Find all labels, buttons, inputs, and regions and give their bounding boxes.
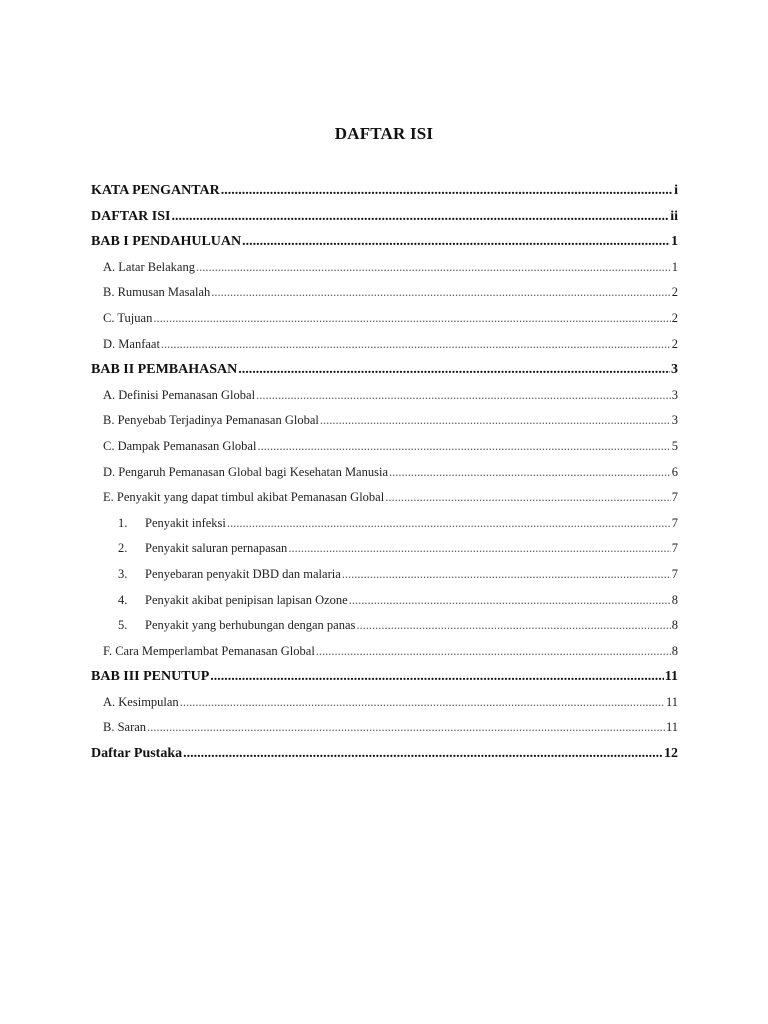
table-of-contents	[91, 178, 678, 767]
toc-chapter-entry[interactable]	[91, 229, 678, 255]
toc-entry-text: Penyakit saluran pernapasan	[145, 541, 288, 556]
toc-entry-label: BAB III PENUTUP	[91, 669, 210, 685]
toc-entry-text: Penyakit yang berhubungan dengan panas	[145, 618, 356, 633]
toc-section-entry[interactable]	[91, 639, 678, 665]
dot-leader	[153, 306, 670, 332]
toc-chapter-entry[interactable]	[91, 204, 678, 230]
toc-entry-label: D. Manfaat	[103, 336, 160, 351]
dot-leader	[257, 434, 670, 460]
toc-page-number: i	[674, 183, 678, 198]
dot-leader	[320, 408, 671, 434]
toc-entry-number: 4.	[118, 592, 128, 607]
toc-entry-label	[91, 536, 287, 562]
toc-page-number: 5	[671, 438, 678, 453]
toc-page-number: 2	[671, 285, 678, 300]
toc-section-entry[interactable]	[91, 332, 678, 358]
toc-chapter-entry[interactable]	[91, 357, 678, 383]
toc-page-number: 7	[671, 541, 678, 556]
dot-leader	[316, 639, 671, 665]
dot-leader	[147, 715, 665, 741]
toc-entry-label	[91, 613, 355, 639]
toc-section-entry[interactable]	[91, 306, 678, 332]
toc-section-entry[interactable]	[91, 715, 678, 741]
toc-page-number: 3	[671, 362, 678, 378]
toc-entry-label: A. Definisi Pemanasan Global	[103, 387, 256, 402]
toc-page-number: 8	[671, 643, 678, 658]
toc-entry-label: B. Saran	[103, 720, 147, 735]
toc-section-entry[interactable]	[91, 408, 678, 434]
toc-page-number: 1	[671, 259, 678, 274]
toc-entry-label: Daftar Pustaka	[91, 746, 183, 762]
toc-entry-text: Penyakit infeksi	[145, 515, 226, 530]
toc-entry-number: 5.	[118, 618, 128, 633]
dot-leader	[211, 280, 670, 306]
toc-entry-text: Penyakit akibat penipisan lapisan Ozone	[145, 592, 348, 607]
toc-entry-label: E. Penyakit yang dapat timbul akibat Pemanasan Global	[103, 490, 385, 505]
toc-entry-label: C. Dampak Pemanasan Global	[103, 438, 257, 453]
toc-page-number: 3	[671, 387, 678, 402]
toc-chapter-entry[interactable]	[91, 741, 678, 767]
toc-section-entry[interactable]	[91, 280, 678, 306]
dot-leader	[180, 690, 665, 716]
toc-page-number: 2	[671, 310, 678, 325]
toc-entry-label: D. Pengaruh Pemanasan Global bagi Kesehatan Manusia	[103, 464, 388, 479]
dot-leader	[288, 536, 670, 562]
toc-section-entry[interactable]	[91, 460, 678, 486]
toc-page-number: 11	[665, 720, 678, 735]
toc-subsection-entry[interactable]	[91, 562, 678, 588]
toc-entry-label: C. Tujuan	[103, 310, 153, 325]
dot-leader	[238, 357, 670, 383]
toc-entry-label: A. Kesimpulan	[103, 694, 179, 709]
toc-entry-number: 3.	[118, 566, 128, 581]
toc-entry-label: KATA PENGANTAR	[91, 183, 220, 198]
toc-page-number: 12	[664, 746, 678, 762]
toc-subsection-entry[interactable]	[91, 588, 678, 614]
toc-entry-number: 1.	[118, 515, 128, 530]
dot-leader	[256, 383, 671, 409]
toc-page-number: 1	[671, 234, 678, 250]
toc-entry-label: DAFTAR ISI	[91, 208, 171, 224]
toc-page-number: 11	[664, 669, 678, 685]
page-title: DAFTAR ISI	[334, 124, 434, 143]
toc-page-number: 11	[665, 694, 678, 709]
dot-leader	[183, 741, 663, 767]
dot-leader	[210, 664, 664, 690]
dot-leader	[221, 178, 673, 204]
toc-page-number: 7	[671, 566, 678, 581]
toc-page-number: 6	[671, 464, 678, 479]
toc-section-entry[interactable]	[91, 255, 678, 281]
toc-chapter-entry[interactable]	[91, 664, 678, 690]
toc-entry-number: 2.	[118, 541, 128, 556]
toc-entry-label	[91, 588, 348, 614]
toc-entry-text: Penyebaran penyakit DBD dan malaria	[145, 566, 341, 581]
dot-leader	[389, 460, 671, 486]
toc-page-number: 3	[671, 413, 678, 428]
toc-entry-label: A. Latar Belakang	[103, 259, 195, 274]
toc-page-number: 8	[671, 592, 678, 607]
toc-page-number: 8	[671, 618, 678, 633]
dot-leader	[349, 588, 671, 614]
toc-subsection-entry[interactable]	[91, 511, 678, 537]
toc-subsection-entry[interactable]	[91, 536, 678, 562]
toc-section-entry[interactable]	[91, 690, 678, 716]
toc-page-number: 7	[671, 490, 678, 505]
toc-subsection-entry[interactable]	[91, 613, 678, 639]
dot-leader	[385, 485, 671, 511]
toc-chapter-entry[interactable]	[91, 178, 678, 204]
toc-page-number: ii	[670, 208, 678, 224]
dot-leader	[242, 229, 670, 255]
toc-entry-label: BAB I PENDAHULUAN	[91, 234, 242, 250]
dot-leader	[171, 204, 669, 230]
toc-entry-label: F. Cara Memperlambat Pemanasan Global	[103, 643, 315, 658]
toc-section-entry[interactable]	[91, 485, 678, 511]
dot-leader	[342, 562, 671, 588]
toc-entry-label: B. Rumusan Masalah	[103, 285, 211, 300]
toc-page-number: 7	[671, 515, 678, 530]
toc-section-entry[interactable]	[91, 383, 678, 409]
toc-entry-label: B. Penyebab Terjadinya Pemanasan Global	[103, 413, 319, 428]
dot-leader	[356, 613, 670, 639]
toc-entry-label	[91, 511, 226, 537]
toc-entry-label: BAB II PEMBAHASAN	[91, 362, 238, 378]
toc-entry-label	[91, 562, 341, 588]
dot-leader	[161, 332, 671, 358]
dot-leader	[196, 255, 671, 281]
toc-section-entry[interactable]	[91, 434, 678, 460]
dot-leader	[227, 511, 671, 537]
toc-page-number: 2	[671, 336, 678, 351]
